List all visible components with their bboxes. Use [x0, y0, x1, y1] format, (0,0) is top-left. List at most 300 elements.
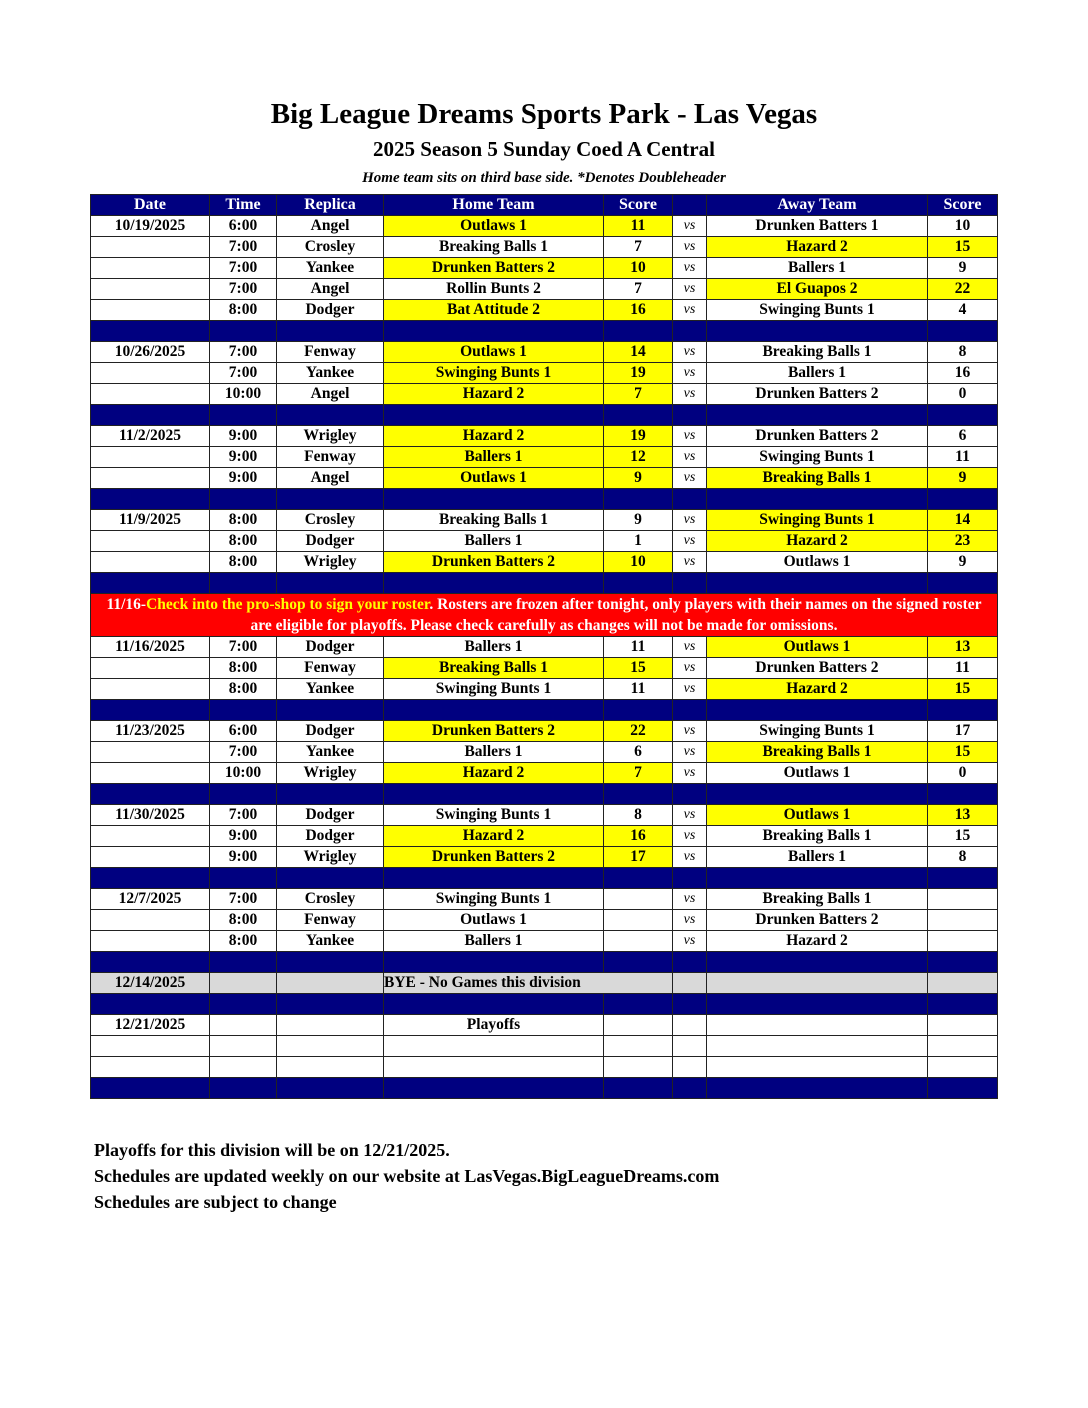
game-replica-field: Yankee	[277, 363, 384, 384]
game-replica-field: Angel	[277, 468, 384, 489]
game-row	[91, 342, 998, 363]
away-score: 16	[928, 363, 998, 384]
week-separator	[91, 784, 998, 805]
home-team: Hazard 2	[384, 426, 604, 447]
home-team: Hazard 2	[384, 826, 604, 847]
week-separator	[91, 700, 998, 721]
game-row	[91, 363, 998, 384]
separator-cell	[91, 952, 210, 973]
game-row	[91, 237, 998, 258]
blank-cell	[673, 1057, 707, 1078]
game-time: 9:00	[210, 826, 277, 847]
game-row	[91, 468, 998, 489]
away-score: 9	[928, 468, 998, 489]
separator-cell	[384, 1078, 604, 1099]
game-replica-field: Dodger	[277, 721, 384, 742]
game-replica-field: Crosley	[277, 237, 384, 258]
home-score	[604, 910, 673, 931]
home-score: 10	[604, 552, 673, 573]
separator-cell	[673, 700, 707, 721]
vs-label: vs	[673, 931, 707, 952]
home-team: Breaking Balls 1	[384, 237, 604, 258]
away-score: 17	[928, 721, 998, 742]
game-row	[91, 805, 998, 826]
game-date	[91, 447, 210, 468]
game-row	[91, 300, 998, 321]
bye-date: 12/14/2025	[91, 973, 210, 994]
blank-cell	[91, 1057, 210, 1078]
home-score: 1	[604, 531, 673, 552]
game-row	[91, 510, 998, 531]
week-separator	[91, 405, 998, 426]
separator-cell	[210, 321, 277, 342]
separator-cell	[673, 405, 707, 426]
game-row	[91, 552, 998, 573]
away-team: Hazard 2	[707, 679, 928, 700]
away-team: Swinging Bunts 1	[707, 300, 928, 321]
game-date	[91, 742, 210, 763]
week-separator	[91, 321, 998, 342]
game-time: 8:00	[210, 679, 277, 700]
game-row	[91, 531, 998, 552]
game-time: 7:00	[210, 889, 277, 910]
away-team: Drunken Batters 2	[707, 426, 928, 447]
away-score: 4	[928, 300, 998, 321]
separator-cell	[707, 489, 928, 510]
game-date	[91, 300, 210, 321]
separator-cell	[384, 784, 604, 805]
vs-label: vs	[673, 721, 707, 742]
home-score: 16	[604, 826, 673, 847]
game-time: 6:00	[210, 721, 277, 742]
separator-cell	[91, 700, 210, 721]
separator-cell	[604, 700, 673, 721]
col-replica: Replica	[277, 195, 384, 216]
separator-cell	[604, 573, 673, 594]
separator-cell	[928, 784, 998, 805]
game-replica-field: Fenway	[277, 910, 384, 931]
game-row	[91, 658, 998, 679]
game-row	[91, 931, 998, 952]
bye-time	[210, 973, 277, 994]
separator-cell	[384, 321, 604, 342]
game-replica-field: Yankee	[277, 742, 384, 763]
home-team: Drunken Batters 2	[384, 552, 604, 573]
away-score: 15	[928, 679, 998, 700]
footer-playoffs-note: Playoffs for this division will be on 12/21/2025.	[94, 1140, 450, 1160]
blank-cell	[384, 1057, 604, 1078]
separator-cell	[604, 1078, 673, 1099]
vs-label: vs	[673, 531, 707, 552]
away-team: Breaking Balls 1	[707, 742, 928, 763]
home-score	[604, 889, 673, 910]
separator-cell	[928, 573, 998, 594]
game-row	[91, 742, 998, 763]
playoffs-empty-cell	[707, 1015, 928, 1036]
separator-cell	[928, 952, 998, 973]
blank-cell	[928, 1057, 998, 1078]
away-team: Outlaws 1	[707, 552, 928, 573]
game-row	[91, 721, 998, 742]
separator-cell	[707, 1078, 928, 1099]
notice-highlight: Check into the pro-shop to sign your roster	[146, 596, 430, 613]
roster-notice-row	[91, 594, 998, 637]
away-team: Drunken Batters 2	[707, 910, 928, 931]
blank-cell	[604, 1036, 673, 1057]
playoffs-empty-cell	[604, 1015, 673, 1036]
separator-cell	[604, 784, 673, 805]
home-team: Drunken Batters 2	[384, 847, 604, 868]
away-team: Breaking Balls 1	[707, 826, 928, 847]
vs-label: vs	[673, 258, 707, 279]
playoffs-label: Playoffs	[384, 1015, 604, 1036]
playoffs-replica	[277, 1015, 384, 1036]
separator-cell	[210, 868, 277, 889]
game-replica-field: Wrigley	[277, 426, 384, 447]
separator-cell	[277, 405, 384, 426]
separator-cell	[277, 489, 384, 510]
game-time: 8:00	[210, 552, 277, 573]
bye-text: BYE - No Games this division	[384, 973, 673, 994]
game-replica-field: Angel	[277, 216, 384, 237]
game-row	[91, 637, 998, 658]
separator-cell	[673, 573, 707, 594]
separator-cell	[91, 321, 210, 342]
blank-cell	[210, 1036, 277, 1057]
col-home-team: Home Team	[384, 195, 604, 216]
away-team: Swinging Bunts 1	[707, 510, 928, 531]
vs-label: vs	[673, 300, 707, 321]
game-date: 11/30/2025	[91, 805, 210, 826]
game-replica-field: Wrigley	[277, 552, 384, 573]
footer-website-note: Schedules are updated weekly on our website at LasVegas.BigLeagueDreams.com	[94, 1166, 720, 1186]
home-score: 19	[604, 426, 673, 447]
separator-cell	[384, 994, 604, 1015]
game-time: 7:00	[210, 363, 277, 384]
vs-label: vs	[673, 826, 707, 847]
blank-cell	[707, 1057, 928, 1078]
home-score: 15	[604, 658, 673, 679]
game-replica-field: Crosley	[277, 510, 384, 531]
vs-label: vs	[673, 384, 707, 405]
col-vs	[673, 195, 707, 216]
bye-away	[707, 973, 928, 994]
blank-row	[91, 1036, 998, 1057]
game-time: 7:00	[210, 742, 277, 763]
home-team: Swinging Bunts 1	[384, 805, 604, 826]
notice-text: . Rosters are frozen after tonight, only players with their names on the signed roster are eligible for playoffs. Please check carefully as changes will not be made for omissions.	[250, 596, 982, 634]
separator-cell	[277, 868, 384, 889]
separator-cell	[384, 868, 604, 889]
away-score	[928, 910, 998, 931]
home-score: 7	[604, 279, 673, 300]
away-score: 22	[928, 279, 998, 300]
schedule-table	[90, 194, 998, 1099]
game-row	[91, 826, 998, 847]
away-team: Swinging Bunts 1	[707, 447, 928, 468]
blank-cell	[277, 1057, 384, 1078]
col-time: Time	[210, 195, 277, 216]
game-date	[91, 931, 210, 952]
game-date: 11/23/2025	[91, 721, 210, 742]
bye-row	[91, 973, 998, 994]
game-replica-field: Dodger	[277, 637, 384, 658]
separator-cell	[210, 573, 277, 594]
home-team: Ballers 1	[384, 447, 604, 468]
game-time: 8:00	[210, 658, 277, 679]
game-row	[91, 910, 998, 931]
week-separator	[91, 1078, 998, 1099]
away-team: Ballers 1	[707, 847, 928, 868]
game-date: 10/19/2025	[91, 216, 210, 237]
blank-cell	[384, 1036, 604, 1057]
game-time: 9:00	[210, 447, 277, 468]
separator-cell	[210, 784, 277, 805]
vs-label: vs	[673, 363, 707, 384]
away-score: 11	[928, 447, 998, 468]
home-score: 8	[604, 805, 673, 826]
home-score: 6	[604, 742, 673, 763]
game-time: 7:00	[210, 237, 277, 258]
blank-cell	[604, 1057, 673, 1078]
separator-cell	[277, 1078, 384, 1099]
separator-cell	[707, 784, 928, 805]
away-score: 6	[928, 426, 998, 447]
vs-label: vs	[673, 742, 707, 763]
separator-cell	[928, 489, 998, 510]
separator-cell	[673, 994, 707, 1015]
separator-cell	[707, 994, 928, 1015]
table-header-row	[91, 195, 998, 216]
away-score	[928, 931, 998, 952]
week-separator	[91, 994, 998, 1015]
game-date: 12/7/2025	[91, 889, 210, 910]
away-score	[928, 889, 998, 910]
vs-label: vs	[673, 763, 707, 784]
game-date	[91, 826, 210, 847]
separator-cell	[91, 1078, 210, 1099]
game-row	[91, 279, 998, 300]
playoffs-empty-cell	[928, 1015, 998, 1036]
separator-cell	[384, 952, 604, 973]
separator-cell	[604, 994, 673, 1015]
separator-cell	[384, 405, 604, 426]
game-replica-field: Fenway	[277, 447, 384, 468]
game-time: 7:00	[210, 279, 277, 300]
game-date	[91, 258, 210, 279]
vs-label: vs	[673, 847, 707, 868]
separator-cell	[277, 321, 384, 342]
separator-cell	[928, 994, 998, 1015]
game-replica-field: Wrigley	[277, 847, 384, 868]
game-replica-field: Dodger	[277, 805, 384, 826]
home-score: 7	[604, 763, 673, 784]
separator-cell	[928, 1078, 998, 1099]
game-date	[91, 237, 210, 258]
page-subtitle: 2025 Season 5 Sunday Coed A Central	[373, 137, 715, 161]
away-score: 8	[928, 847, 998, 868]
separator-cell	[707, 700, 928, 721]
game-date: 11/9/2025	[91, 510, 210, 531]
separator-cell	[91, 784, 210, 805]
vs-label: vs	[673, 637, 707, 658]
separator-cell	[673, 868, 707, 889]
game-row	[91, 889, 998, 910]
vs-label: vs	[673, 805, 707, 826]
away-score: 13	[928, 805, 998, 826]
game-row	[91, 447, 998, 468]
week-separator	[91, 952, 998, 973]
home-team-note: Home team sits on third base side. *Denotes Doubleheader	[362, 170, 726, 186]
away-score: 15	[928, 826, 998, 847]
roster-notice	[91, 594, 998, 637]
separator-cell	[673, 321, 707, 342]
away-team: Ballers 1	[707, 258, 928, 279]
page-title: Big League Dreams Sports Park - Las Vegas	[270, 98, 818, 130]
away-team: Breaking Balls 1	[707, 468, 928, 489]
separator-cell	[384, 489, 604, 510]
separator-cell	[91, 405, 210, 426]
blank-cell	[707, 1036, 928, 1057]
game-time: 7:00	[210, 258, 277, 279]
home-team: Ballers 1	[384, 742, 604, 763]
home-score: 11	[604, 637, 673, 658]
home-score: 7	[604, 384, 673, 405]
home-score: 7	[604, 237, 673, 258]
game-time: 9:00	[210, 426, 277, 447]
home-team: Ballers 1	[384, 531, 604, 552]
game-time: 6:00	[210, 216, 277, 237]
away-team: Hazard 2	[707, 237, 928, 258]
separator-cell	[928, 700, 998, 721]
game-replica-field: Dodger	[277, 531, 384, 552]
blank-row	[91, 1057, 998, 1078]
week-separator	[91, 573, 998, 594]
home-score: 9	[604, 468, 673, 489]
home-team: Breaking Balls 1	[384, 658, 604, 679]
home-score: 11	[604, 216, 673, 237]
game-row	[91, 679, 998, 700]
separator-cell	[604, 952, 673, 973]
week-separator	[91, 868, 998, 889]
away-team: Breaking Balls 1	[707, 342, 928, 363]
col-home-score: Score	[604, 195, 673, 216]
game-time: 7:00	[210, 805, 277, 826]
separator-cell	[210, 405, 277, 426]
game-replica-field: Angel	[277, 384, 384, 405]
home-score: 11	[604, 679, 673, 700]
separator-cell	[673, 1078, 707, 1099]
blank-cell	[928, 1036, 998, 1057]
game-replica-field: Crosley	[277, 889, 384, 910]
bye-replica	[277, 973, 384, 994]
game-time: 8:00	[210, 510, 277, 531]
game-replica-field: Wrigley	[277, 763, 384, 784]
home-team: Hazard 2	[384, 384, 604, 405]
home-score: 17	[604, 847, 673, 868]
blank-cell	[210, 1057, 277, 1078]
game-date	[91, 363, 210, 384]
game-time: 7:00	[210, 342, 277, 363]
away-score: 0	[928, 384, 998, 405]
vs-label: vs	[673, 889, 707, 910]
home-team: Rollin Bunts 2	[384, 279, 604, 300]
separator-cell	[604, 489, 673, 510]
separator-cell	[91, 573, 210, 594]
away-score: 15	[928, 237, 998, 258]
home-team: Swinging Bunts 1	[384, 679, 604, 700]
away-team: Swinging Bunts 1	[707, 721, 928, 742]
game-time: 7:00	[210, 637, 277, 658]
separator-cell	[91, 994, 210, 1015]
game-replica-field: Dodger	[277, 300, 384, 321]
separator-cell	[210, 994, 277, 1015]
bye-vs	[673, 973, 707, 994]
vs-label: vs	[673, 426, 707, 447]
away-score: 23	[928, 531, 998, 552]
game-time: 10:00	[210, 763, 277, 784]
game-replica-field: Angel	[277, 279, 384, 300]
away-team: Hazard 2	[707, 531, 928, 552]
game-row	[91, 384, 998, 405]
game-replica-field: Yankee	[277, 931, 384, 952]
separator-cell	[91, 868, 210, 889]
separator-cell	[707, 405, 928, 426]
home-score: 19	[604, 363, 673, 384]
schedule-body	[91, 216, 998, 1099]
vs-label: vs	[673, 216, 707, 237]
separator-cell	[928, 405, 998, 426]
separator-cell	[277, 700, 384, 721]
game-date	[91, 384, 210, 405]
separator-cell	[210, 700, 277, 721]
game-time: 8:00	[210, 910, 277, 931]
notice-date: 11/16-	[106, 596, 147, 613]
game-date	[91, 763, 210, 784]
away-score: 13	[928, 637, 998, 658]
separator-cell	[210, 1078, 277, 1099]
game-date	[91, 552, 210, 573]
home-team: Drunken Batters 2	[384, 258, 604, 279]
col-date: Date	[91, 195, 210, 216]
vs-label: vs	[673, 237, 707, 258]
away-team: Outlaws 1	[707, 805, 928, 826]
home-score: 9	[604, 510, 673, 531]
away-score: 0	[928, 763, 998, 784]
separator-cell	[928, 868, 998, 889]
playoffs-row	[91, 1015, 998, 1036]
home-score: 12	[604, 447, 673, 468]
game-date: 11/16/2025	[91, 637, 210, 658]
away-score: 11	[928, 658, 998, 679]
home-team: Outlaws 1	[384, 910, 604, 931]
away-score: 8	[928, 342, 998, 363]
game-row	[91, 426, 998, 447]
away-team: Drunken Batters 2	[707, 384, 928, 405]
game-time: 8:00	[210, 931, 277, 952]
game-row	[91, 258, 998, 279]
game-time: 8:00	[210, 300, 277, 321]
home-team: Breaking Balls 1	[384, 510, 604, 531]
home-team: Swinging Bunts 1	[384, 363, 604, 384]
away-team: Breaking Balls 1	[707, 889, 928, 910]
playoffs-empty-cell	[673, 1015, 707, 1036]
game-row	[91, 763, 998, 784]
away-team: Hazard 2	[707, 931, 928, 952]
blank-cell	[673, 1036, 707, 1057]
home-team: Hazard 2	[384, 763, 604, 784]
vs-label: vs	[673, 447, 707, 468]
